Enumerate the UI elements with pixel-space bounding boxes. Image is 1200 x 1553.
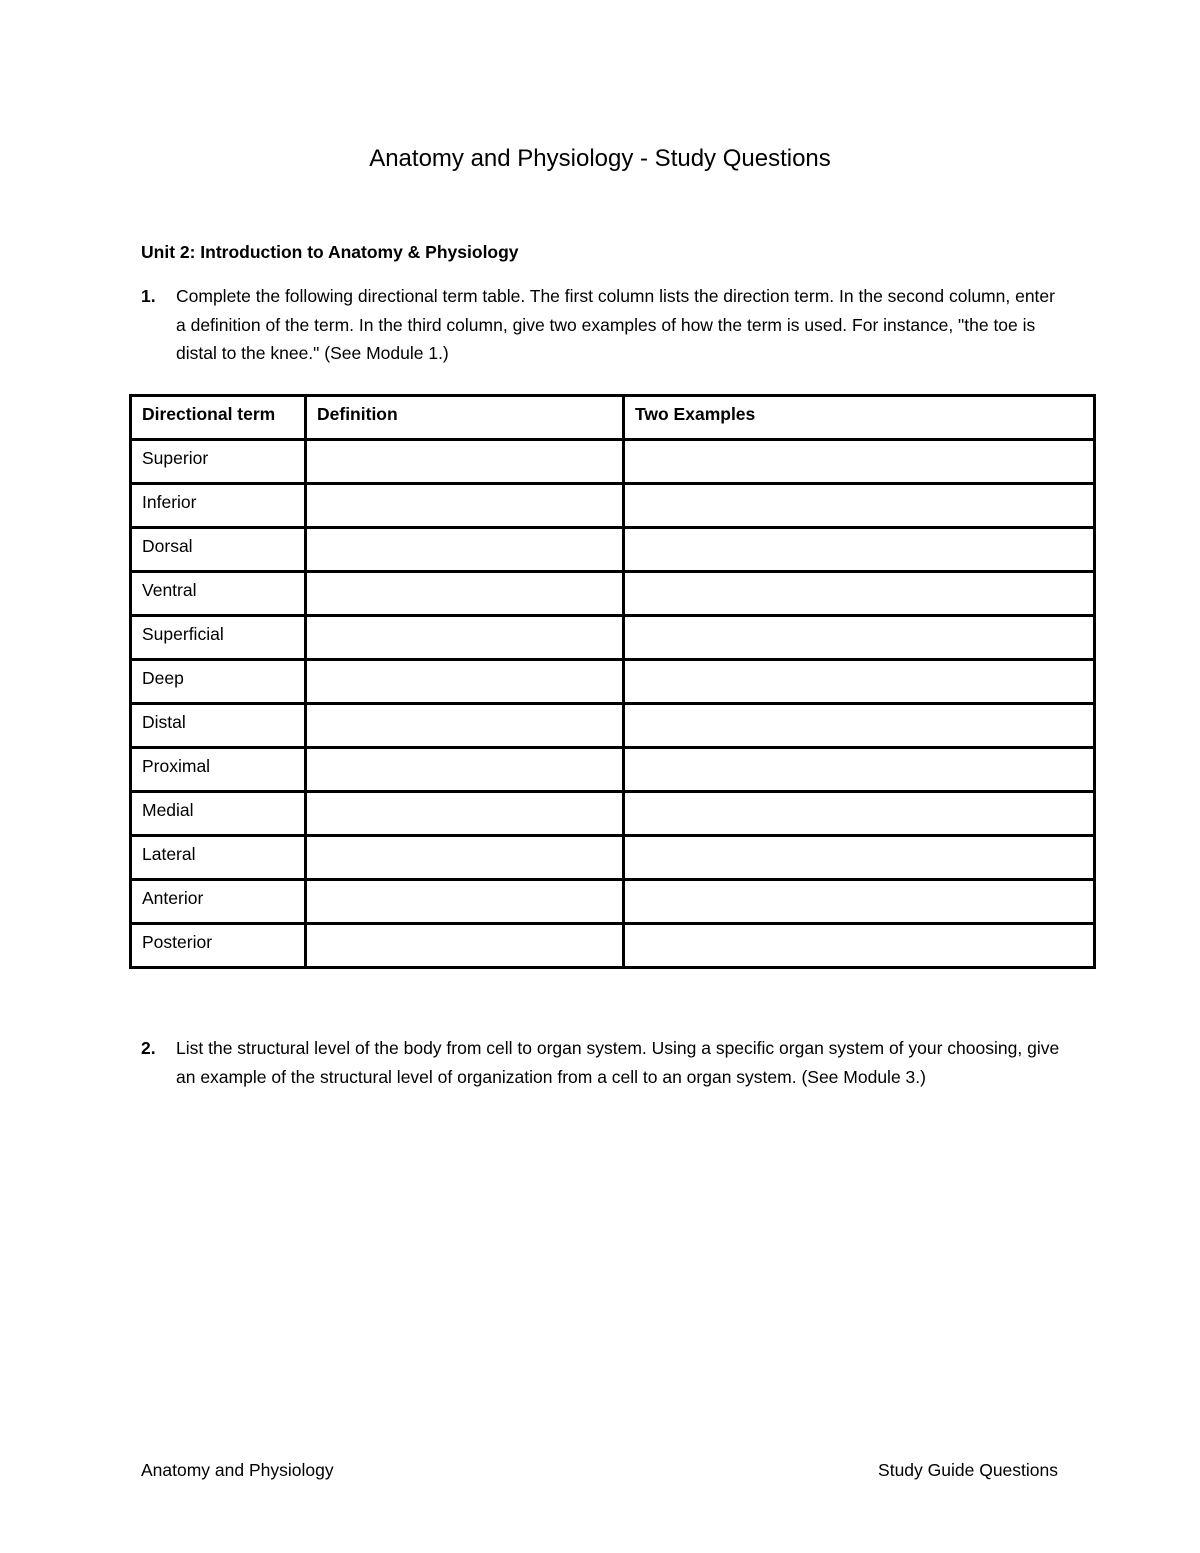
definition-cell[interactable] xyxy=(306,572,624,616)
table-row xyxy=(131,440,1095,484)
definition-cell[interactable] xyxy=(306,748,624,792)
term-cell: Superficial xyxy=(131,616,306,660)
document-title: Anatomy and Physiology - Study Questions xyxy=(369,145,831,172)
table-row xyxy=(131,924,1095,968)
term-cell: Medial xyxy=(131,792,306,836)
examples-cell[interactable] xyxy=(624,660,1095,704)
table-row xyxy=(131,660,1095,704)
term-cell: Deep xyxy=(131,660,306,704)
definition-cell[interactable] xyxy=(306,704,624,748)
term-cell: Ventral xyxy=(131,572,306,616)
examples-cell[interactable] xyxy=(624,924,1095,968)
header-definition: Definition xyxy=(306,396,624,440)
definition-cell[interactable] xyxy=(306,616,624,660)
table-row xyxy=(131,836,1095,880)
table-row xyxy=(131,748,1095,792)
table-row xyxy=(131,792,1095,836)
examples-cell[interactable] xyxy=(624,572,1095,616)
term-cell: Proximal xyxy=(131,748,306,792)
footer-left: Anatomy and Physiology xyxy=(141,1460,334,1480)
definition-cell[interactable] xyxy=(306,440,624,484)
definition-cell[interactable] xyxy=(306,836,624,880)
term-cell: Anterior xyxy=(131,880,306,924)
question-1 xyxy=(141,282,1061,368)
table-header-row xyxy=(131,396,1095,440)
question-1-number: 1. xyxy=(141,286,156,306)
examples-cell[interactable] xyxy=(624,880,1095,924)
examples-cell[interactable] xyxy=(624,748,1095,792)
term-cell: Dorsal xyxy=(131,528,306,572)
table-row xyxy=(131,704,1095,748)
header-two-examples: Two Examples xyxy=(624,396,1095,440)
examples-cell[interactable] xyxy=(624,704,1095,748)
unit-heading: Unit 2: Introduction to Anatomy & Physiology xyxy=(141,242,519,262)
definition-cell[interactable] xyxy=(306,484,624,528)
question-1-text: Complete the following directional term table. The first column lists the direction term. In the second column, enter a definition of the term. In the third column, give two examples of how the term is used. For instance, "the toe is distal to the knee." (See Module 1.) xyxy=(176,286,1055,363)
header-directional-term: Directional term xyxy=(131,396,306,440)
table-body xyxy=(131,440,1095,968)
term-cell: Lateral xyxy=(131,836,306,880)
table-row xyxy=(131,880,1095,924)
footer-right: Study Guide Questions xyxy=(878,1460,1058,1480)
examples-cell[interactable] xyxy=(624,836,1095,880)
table-row xyxy=(131,528,1095,572)
definition-cell[interactable] xyxy=(306,660,624,704)
examples-cell[interactable] xyxy=(624,440,1095,484)
directional-term-table xyxy=(129,394,1096,969)
definition-cell[interactable] xyxy=(306,528,624,572)
table-row xyxy=(131,616,1095,660)
question-2 xyxy=(141,1034,1061,1091)
question-2-text: List the structural level of the body from cell to organ system. Using a specific organ system of your choosing, give an example of the structural level of organization from a cell to an organ system. (See Module 3.) xyxy=(176,1038,1060,1087)
examples-cell[interactable] xyxy=(624,616,1095,660)
question-2-number: 2. xyxy=(141,1038,156,1058)
term-cell: Superior xyxy=(131,440,306,484)
examples-cell[interactable] xyxy=(624,792,1095,836)
examples-cell[interactable] xyxy=(624,528,1095,572)
table-row xyxy=(131,484,1095,528)
term-cell: Distal xyxy=(131,704,306,748)
examples-cell[interactable] xyxy=(624,484,1095,528)
definition-cell[interactable] xyxy=(306,880,624,924)
term-cell: Inferior xyxy=(131,484,306,528)
term-cell: Posterior xyxy=(131,924,306,968)
table-row xyxy=(131,572,1095,616)
definition-cell[interactable] xyxy=(306,792,624,836)
definition-cell[interactable] xyxy=(306,924,624,968)
